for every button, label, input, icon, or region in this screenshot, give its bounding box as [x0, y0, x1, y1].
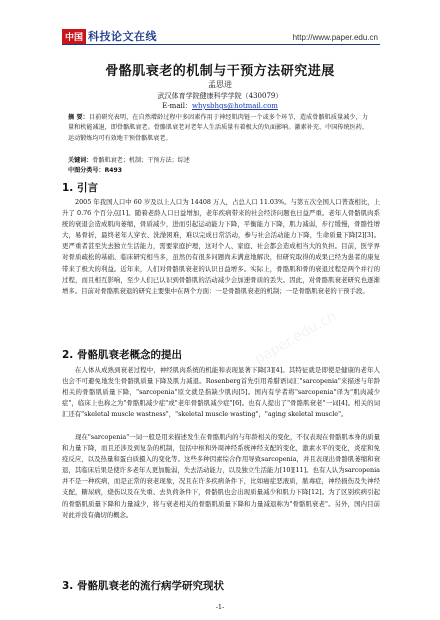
section-paragraph: 2005 年我国人口中 60 岁及以上人口为 14408 万人，占总人口 11.03%。与第五次全国人口普查相比，上升了 0.76 个百分点[1]。随着老龄人口日益增加，老年疾病带来的社会经济问题也日益严重。老年人骨骼肌肉系统的衰退会造成肌肉萎缩，骨质减少，进而引起运动能力下降，平衡能力下降，肌力减弱，步行缓慢，骨骼性增大，易骨折，最终老年人穿衣、洗澡困难，难以完成日常活动，参与社会活动能力下降，生命质量下降[2][3]。更严重者甚至失去独立生活能力，需要家庭护理，这对个人、家庭、社会都会造成相当大的负担。目前，医学界对骨质疏松的基础、临床研究相当多，虽然仍有很多问题尚未满意地解决，但研究取得的成果已经为患者的康复带来了极大的利益。近年来，人们对骨骼肌衰老的认识日益增多。实际上，骨骼肌和骨的衰退过程是两个并行的过程，而且相互影响，至少人们已认识到骨骼肌的活动减少会加速骨质的丢失。因此，对骨骼肌衰老研究也逐渐增多。目前对骨骼肌衰退的研究主要集中在两个方面：一是骨骼肌衰老的机制；一是骨骼肌衰老的干预手段。: [62, 198, 380, 295]
watermark: paper.edu.cn: [82, 208, 170, 268]
logo-badge: 中国: [62, 29, 86, 44]
classification-label: 中图分类号：: [68, 167, 105, 174]
page-number: -1-: [215, 603, 225, 611]
abstract: [68, 113, 368, 144]
watermark: paper.edu.cn: [252, 308, 340, 368]
section-heading: 3. 骨骼肌衰老的流行病学研究现状: [62, 580, 224, 592]
author-email: [0, 101, 440, 111]
section-heading: 2. 骨骼肌衰老概念的提出: [62, 349, 182, 361]
abstract-label: 摘 要：: [68, 114, 89, 121]
site-logo[interactable]: [62, 30, 157, 42]
section-paragraph: 现在"sarcopenia"一词一般是用来描述发生在骨骼肌内的与年龄相关的变化，不仅表现在骨骼肌本身的质量和力量下降，而且还涉及到复杂的机制，包括中枢和外周神经系统神经支配的变化，激素水平的变化，炎症和免疫反应，以及热量和蛋白质摄入的变化等。这些多种因素综合作用导致sarcopenia，并且表现出骨骼肌萎缩和衰退，其临床后果是使许多老年人更加脆弱，失去活动能力，以及独立生活能力[10][11]。也有人认为sarcopenia并不是一种疾病，而是正常的衰老现象，况且在许多疾病条件下，比如癌症恶液质，脓毒症，神经损伤及失神经支配，糖尿病，烧伤以及在失重、去负荷条件下，骨骼肌也会出现质量减少和肌力下降[12]。为了区别疾病引起的骨骼肌质量下降和力量减少，将与衰老相关的骨骼肌质量下降和力量减退称为"骨骼肌衰老"。另外，国内目前对此并没有确切的概念。: [62, 433, 380, 519]
watermark: paper.edu.cn: [92, 448, 180, 508]
page-header: [0, 0, 440, 44]
keywords-label: 关键词：: [68, 157, 93, 164]
logo-text: 科技论文在线: [88, 30, 158, 43]
section-paragraph: 在人体从成熟到衰老过程中，神经肌肉系统的机能和表现显著下降[3][4]。其特征就是即使是健康的老年人也会不可避免地发生骨骼肌质量下降及肌力减退。Rosenberg首先引用希腊语词汇"sarcopenia"来描述与年龄相关的骨骼肌质量下降，"sarcopenia"原文就是指缺少肌肉[5]。国内有学者将"sarcopenia"译为"肌肉减少症"，临床上也称之为"骨骼肌减少症"或"老年骨骼肌减少症"[6]。也有人提出了"骨骼肌衰老"一词[4]。相关的词汇还有"skeletal muscle wastness"，"skeletal muscle wasting"，"aging skeletal muscle"。: [62, 366, 380, 419]
abstract-text: 目前研究表明，在自然增龄过程中多因素作用于神经肌肉链一个或多个环节，造成骨骼肌质量减少，力量和机能减退，即骨骼肌衰老。骨骼肌衰老对老年人生活质量有着极大的负面影响。激素补充、中国传统医药、运动锻炼均可有效地干预骨骼肌衰老。: [68, 114, 369, 142]
paper-title: 骨骼肌衰老的机制与干预方法研究进展: [105, 64, 335, 79]
author-affiliation: 武汉体育学院健康科学学院（430079）: [157, 92, 283, 100]
email-label: E-mail：: [162, 102, 192, 110]
keywords-text: 骨骼肌衰老；机制；干预方法；综述: [92, 157, 190, 164]
section-heading: 1. 引言: [62, 182, 98, 194]
classification: [68, 165, 368, 174]
classification-code: R493: [104, 167, 122, 174]
keywords: [68, 155, 368, 164]
header-divider: [62, 44, 380, 45]
email-link[interactable]: whysbhgs@hotmail.com: [191, 102, 278, 110]
paper-author: 孟思进: [208, 80, 232, 89]
site-url-link[interactable]: http://www.paper.edu.cn: [292, 33, 378, 42]
